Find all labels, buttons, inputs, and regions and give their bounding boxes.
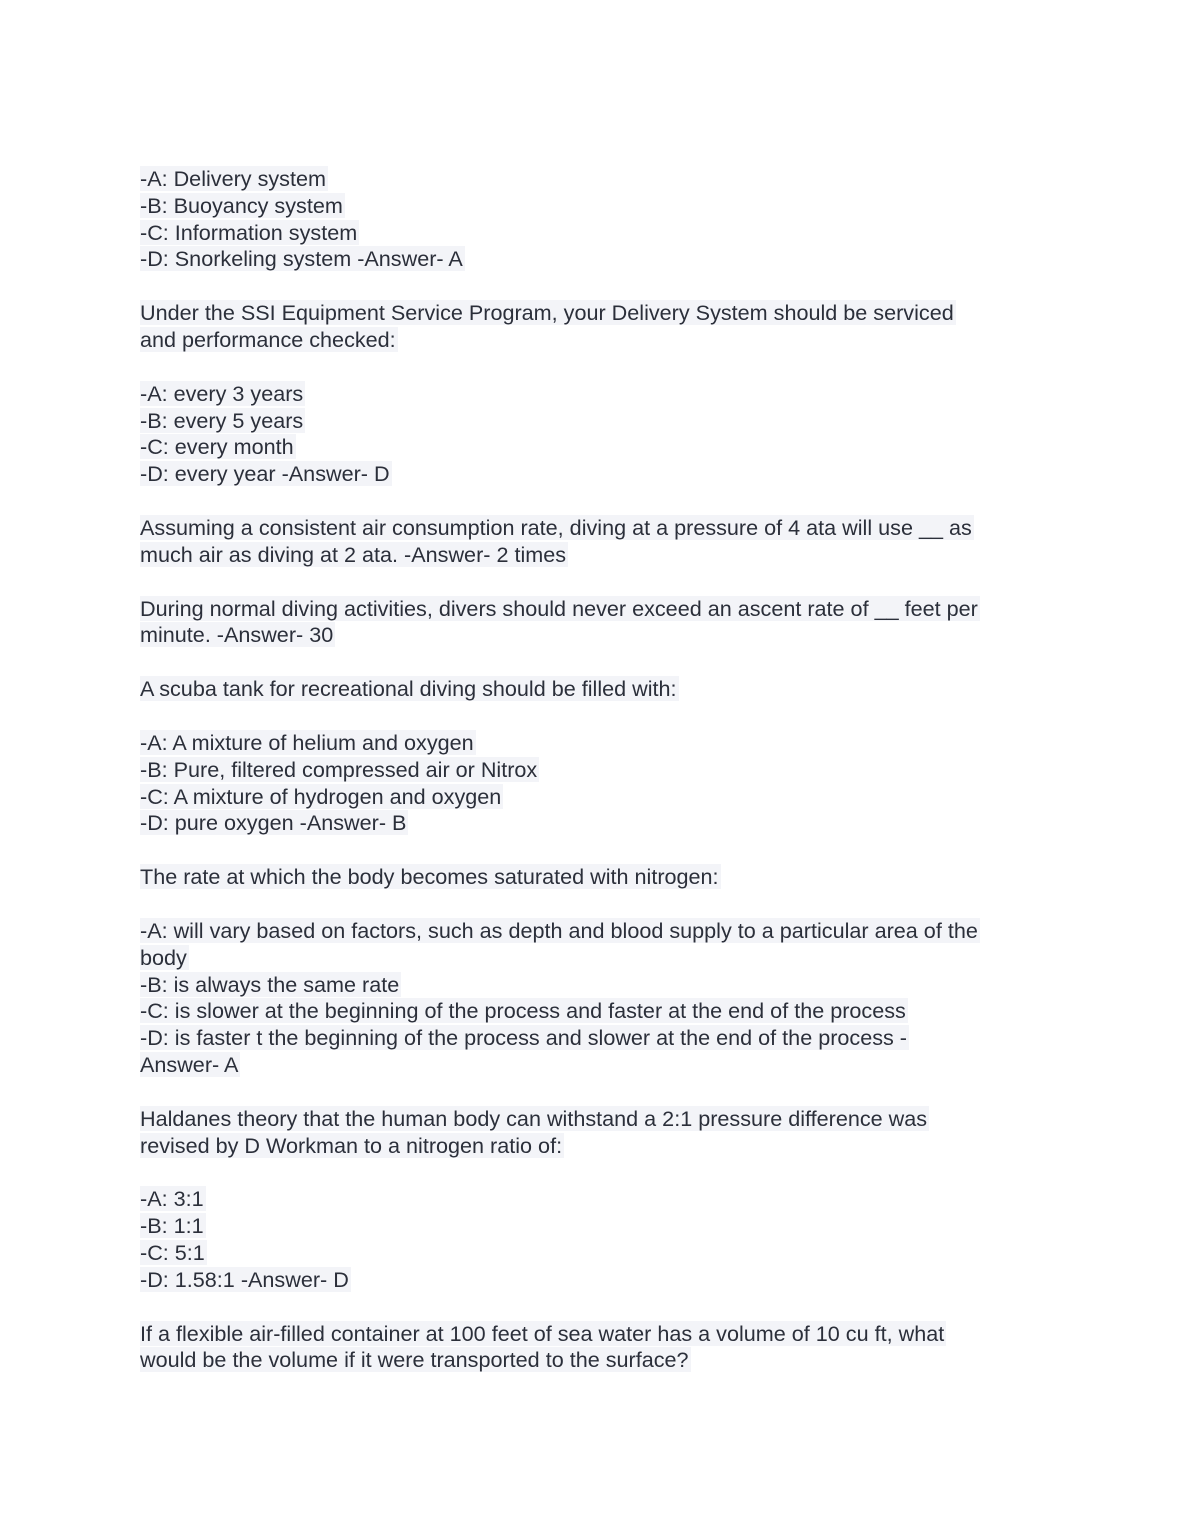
question-line: Assuming a consistent air consumption rate, diving at a pressure of 4 ata will use __ as: [140, 514, 972, 540]
option-line: -B: every 5 years: [140, 407, 304, 433]
option-line: -D: is faster t the beginning of the process and slower at the end of the process -: [140, 1025, 907, 1051]
option-line: -C: Information system: [140, 219, 358, 245]
question-line: minute. -Answer- 30: [140, 622, 334, 648]
option-line: -C: A mixture of hydrogen and oxygen: [140, 783, 502, 809]
option-line: -A: will vary based on factors, such as depth and blood supply to a particular area of the: [140, 917, 978, 943]
option-line: -B: 1:1: [140, 1213, 204, 1239]
question-line: and performance checked:: [140, 326, 396, 352]
question-service-program: [140, 300, 1050, 354]
option-line: -C: every month: [140, 434, 294, 460]
question-air-consumption: [140, 515, 1050, 569]
question-ascent-rate: [140, 596, 1050, 650]
question-line: Under the SSI Equipment Service Program, your Delivery System should be serviced: [140, 300, 954, 326]
option-line: -A: Delivery system: [140, 166, 326, 191]
options-delivery-system: [140, 166, 1050, 273]
options-service-interval: [140, 381, 1050, 488]
option-line: -C: is slower at the beginning of the process and faster at the end of the process: [140, 998, 906, 1024]
question-line: much air as diving at 2 ata. -Answer- 2 times: [140, 541, 567, 567]
option-line: -D: 1.58:1 -Answer- D: [140, 1266, 349, 1292]
question-scuba-tank-fill: [140, 676, 1050, 703]
question-line: If a flexible air-filled container at 100 feet of sea water has a volume of 10 cu ft, what: [140, 1320, 945, 1346]
question-container-volume: [140, 1321, 1050, 1375]
option-line: -B: Pure, filtered compressed air or Nitrox: [140, 756, 538, 782]
question-nitrogen-saturation: [140, 864, 1050, 891]
question-line: During normal diving activities, divers should never exceed an ascent rate of __ feet per: [140, 595, 978, 621]
option-line: -A: every 3 years: [140, 380, 304, 406]
option-line: -B: is always the same rate: [140, 971, 400, 997]
option-line: -A: A mixture of helium and oxygen: [140, 729, 474, 755]
option-line: body: [140, 944, 187, 970]
options-scuba-tank-fill: [140, 730, 1050, 837]
document-content: [140, 166, 1050, 1401]
question-haldane-theory: [140, 1106, 1050, 1160]
option-line: -D: pure oxygen -Answer- B: [140, 810, 407, 836]
option-line: -B: Buoyancy system: [140, 192, 343, 218]
question-line: Haldanes theory that the human body can withstand a 2:1 pressure difference was: [140, 1105, 928, 1131]
option-line: -C: 5:1: [140, 1239, 205, 1265]
options-nitrogen-ratio: [140, 1186, 1050, 1293]
option-line: -D: every year -Answer- D: [140, 461, 390, 487]
question-line: would be the volume if it were transported to the surface?: [140, 1347, 689, 1373]
options-nitrogen-saturation: [140, 918, 1050, 1079]
option-line: -D: Snorkeling system -Answer- A: [140, 246, 463, 272]
question-line: The rate at which the body becomes saturated with nitrogen:: [140, 864, 719, 890]
question-line: revised by D Workman to a nitrogen ratio of:: [140, 1132, 563, 1158]
option-line: -A: 3:1: [140, 1186, 204, 1212]
option-line: Answer- A: [140, 1051, 239, 1077]
question-line: A scuba tank for recreational diving should be filled with:: [140, 676, 677, 702]
